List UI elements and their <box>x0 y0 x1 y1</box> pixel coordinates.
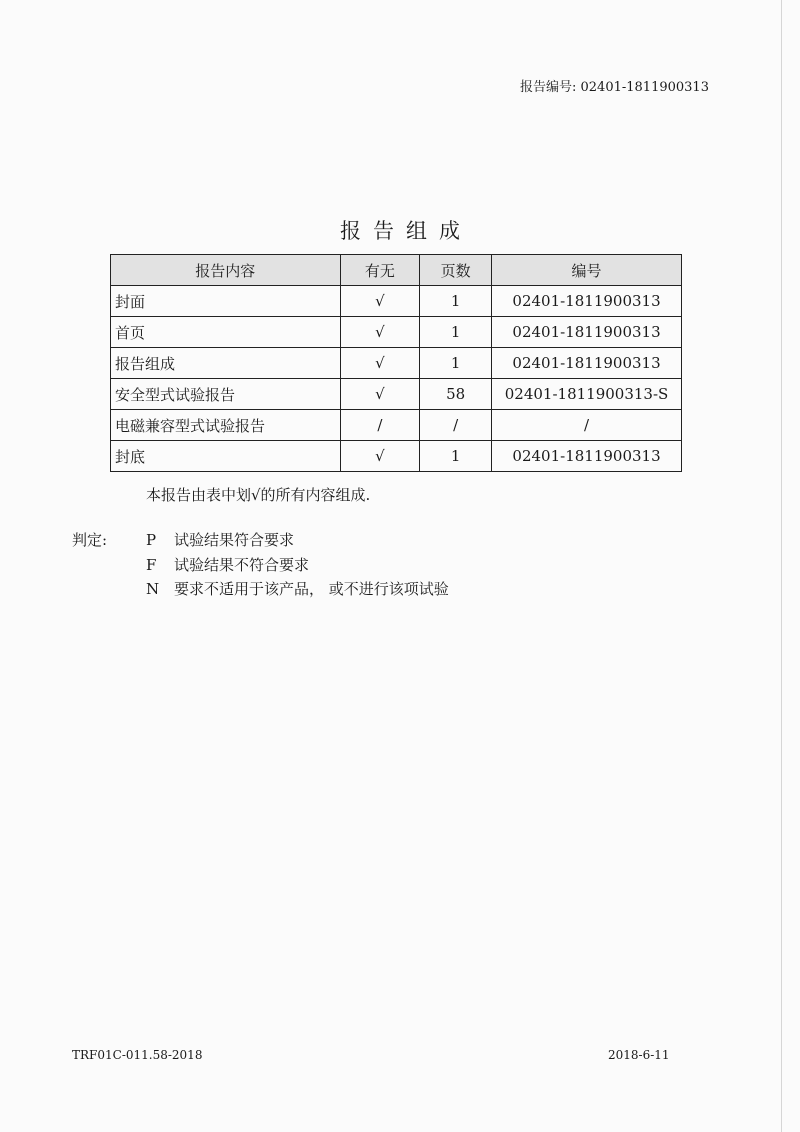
cell-number: / <box>492 410 682 441</box>
cell-content: 首页 <box>111 317 341 348</box>
page-edge-line <box>781 0 782 1132</box>
cell-pages: 1 <box>420 348 492 379</box>
verdict-text: 试验结果不符合要求 <box>174 556 310 574</box>
cell-content: 安全型式试验报告 <box>111 379 341 410</box>
verdict-item-na <box>146 578 449 599</box>
cell-content: 封底 <box>111 441 341 472</box>
table-row <box>111 441 682 472</box>
cell-number: 02401-1811900313 <box>492 317 682 348</box>
cell-presence: √ <box>340 317 420 348</box>
cell-presence: √ <box>340 286 420 317</box>
header-presence: 有无 <box>340 255 420 286</box>
cell-content: 报告组成 <box>111 348 341 379</box>
verdict-item-pass <box>146 529 294 550</box>
document-title: 报告组成 <box>340 219 472 243</box>
cell-number: 02401-1811900313-S <box>492 379 682 410</box>
cell-number: 02401-1811900313 <box>492 286 682 317</box>
cell-pages: 1 <box>420 441 492 472</box>
cell-content: 封面 <box>111 286 341 317</box>
verdict-code: F <box>146 556 157 574</box>
cell-pages: 58 <box>420 379 492 410</box>
cell-presence: √ <box>340 348 420 379</box>
verdict-code: N <box>146 580 160 598</box>
cell-number: 02401-1811900313 <box>492 348 682 379</box>
footer-date: 2018-6-11 <box>608 1048 670 1062</box>
form-code: TRF01C-011.58-2018 <box>72 1048 203 1062</box>
verdict-text: 要求不适用于该产品， 或不进行该项试验 <box>174 580 449 598</box>
header-content: 报告内容 <box>111 255 341 286</box>
header-pages: 页数 <box>420 255 492 286</box>
cell-pages: 1 <box>420 286 492 317</box>
table-note: 本报告由表中划√的所有内容组成. <box>146 486 371 504</box>
table-row <box>111 317 682 348</box>
table-row <box>111 348 682 379</box>
cell-number: 02401-1811900313 <box>492 441 682 472</box>
table-header-row <box>111 255 682 286</box>
header-number: 编号 <box>492 255 682 286</box>
verdict-text: 试验结果符合要求 <box>174 531 295 549</box>
table-row <box>111 379 682 410</box>
cell-pages: 1 <box>420 317 492 348</box>
cell-presence: / <box>340 410 420 441</box>
cell-pages: / <box>420 410 492 441</box>
table-row <box>111 410 682 441</box>
cell-presence: √ <box>340 441 420 472</box>
table-row <box>111 286 682 317</box>
cell-content: 电磁兼容型式试验报告 <box>111 410 341 441</box>
verdict-code: P <box>146 531 157 549</box>
report-number: 报告编号: 02401-1811900313 <box>520 80 709 95</box>
composition-table <box>110 254 682 472</box>
verdict-item-fail <box>146 554 309 575</box>
cell-presence: √ <box>340 379 420 410</box>
verdict-label: 判定: <box>72 531 108 549</box>
